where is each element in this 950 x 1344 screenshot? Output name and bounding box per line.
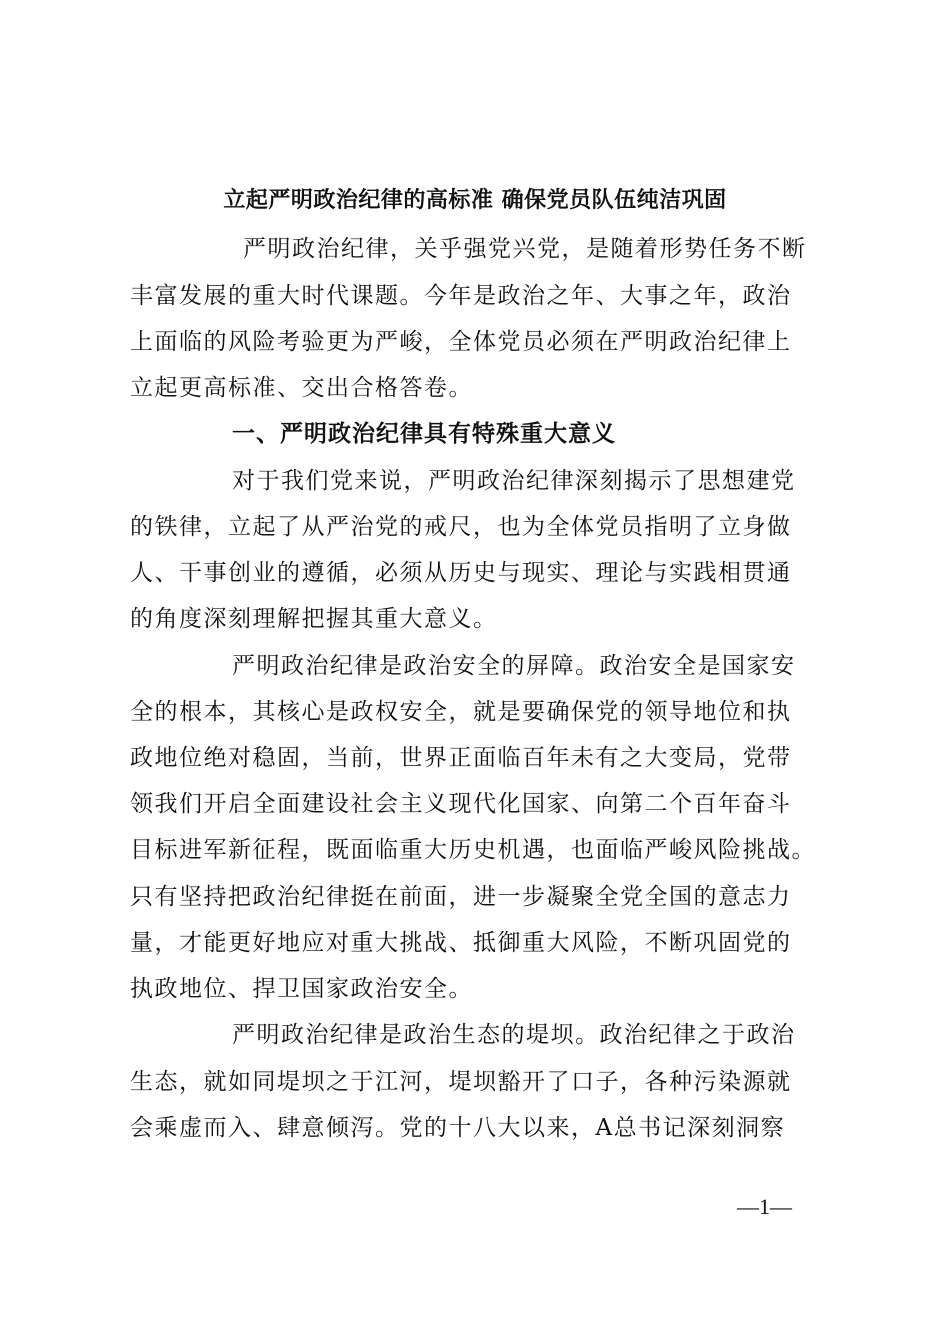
paragraph-line: 严明政治纪律是政治安全的屏障。政治安全是国家安 <box>232 653 796 679</box>
paragraph-line: 人、干事创业的遵循，必须从历史与现实、理论与实践相贯通 <box>130 560 792 586</box>
paragraph-line: 领我们开启全面建设社会主义现代化国家、向第二个百年奋斗 <box>130 791 792 817</box>
paragraph-line: 量，才能更好地应对重大挑战、抵御重大风险，不断巩固党的 <box>130 930 792 956</box>
section-heading: 一、严明政治纪律具有特殊重大意义 <box>232 420 616 447</box>
paragraph-line: 政地位绝对稳固，当前，世界正面临百年未有之大变局，党带 <box>130 745 792 771</box>
paragraph-line: 只有坚持把政治纪律挺在前面，进一步凝聚全党全国的意志力 <box>130 884 792 910</box>
paragraph-line: 目标进军新征程，既面临重大历史机遇，也面临严峻风险挑战。 <box>130 837 816 863</box>
paragraph-line: 会乘虚而入、肆意倾泻。党的十八大以来，A总书记深刻洞察 <box>130 1115 786 1141</box>
document-title: 立起严明政治纪律的高标准 确保党员队伍纯洁巩固 <box>223 187 727 213</box>
paragraph-line: 的角度深刻理解把握其重大意义。 <box>130 606 498 632</box>
paragraph-line: 生态，就如同堤坝之于江河，堤坝豁开了口子，各种污染源就 <box>130 1069 792 1095</box>
paragraph-line: 上面临的风险考验更为严峻，全体党员必须在严明政治纪律上 <box>130 329 792 355</box>
paragraph-line: 严明政治纪律是政治生态的堤坝。政治纪律之于政治 <box>232 1022 796 1048</box>
paragraph-line: 对于我们党来说，严明政治纪律深刻揭示了思想建党 <box>232 468 796 494</box>
paragraph-line: 严明政治纪律，关乎强党兴党，是随着形势任务不断 <box>243 236 807 262</box>
paragraph-line: 执政地位、捍卫国家政治安全。 <box>130 976 473 1002</box>
paragraph-line: 全的根本，其核心是政权安全，就是要确保党的领导地位和执 <box>130 699 792 725</box>
paragraph-line: 的铁律，立起了从严治党的戒尺，也为全体党员指明了立身做 <box>130 514 792 540</box>
paragraph-line: 立起更高标准、交出合格答卷。 <box>130 375 473 401</box>
page-number: —1— <box>737 1194 792 1219</box>
paragraph-line: 丰富发展的重大时代课题。今年是政治之年、大事之年，政治 <box>130 283 792 309</box>
